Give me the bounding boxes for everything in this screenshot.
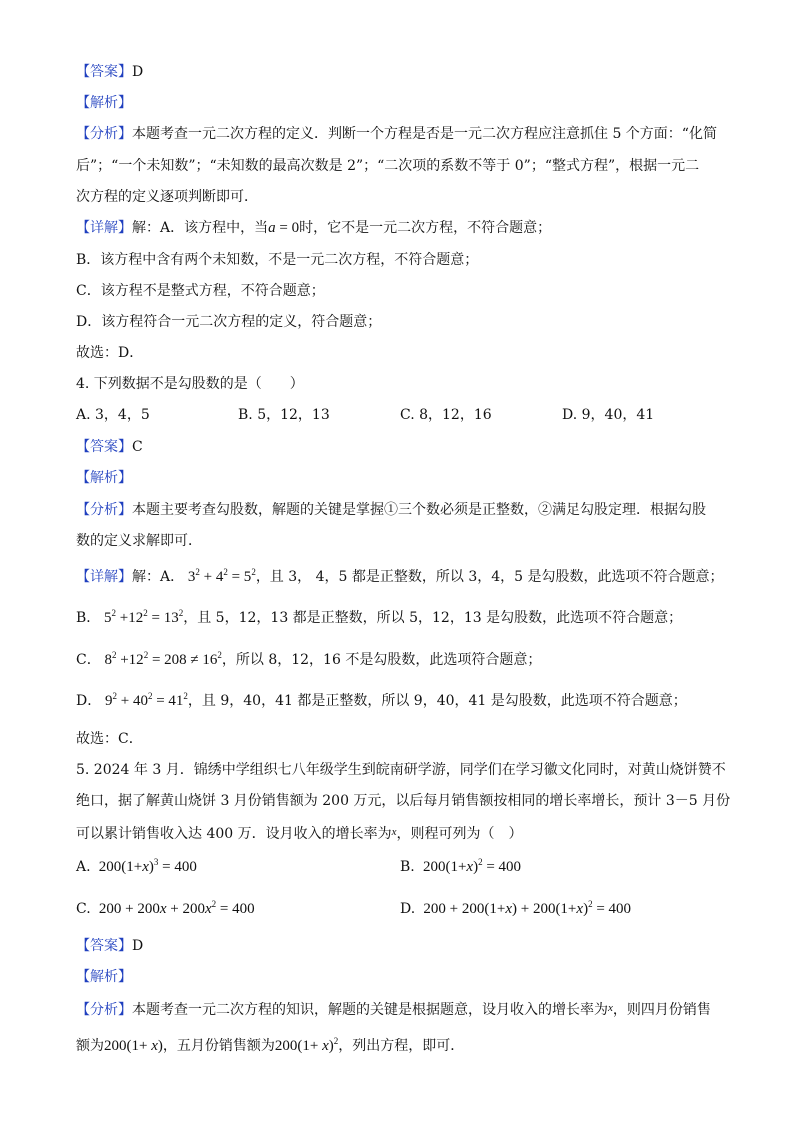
answer-line [76, 62, 143, 82]
xiangjie-line-c: C． $8^2 +12^2 = 208 \ne 16^2$，所以 8，12，16 不是勾股数，此选项符合题意； [76, 650, 542, 668]
xiangjie-line-d: D． $9^2 + 40^2 = 41^2$，且 9，40，41 都是正整数，所以 9，40，41 是勾股数，此选项不符合题意； [76, 691, 687, 709]
answer-line [76, 936, 143, 956]
answer-value: D [132, 938, 144, 954]
question-5-stem-1: 5. 2024 年 3 月．锦绣中学组织七八年级学生到皖南研学游，同学们在学习徽文化同时，对黄山烧饼赞不 [76, 762, 726, 778]
q5-option-b-formula: $200(1+x)^2 = 400$ [419, 857, 522, 875]
fenxi-line-1: 【分析】本题考查一元二次方程的定义．判断一个方程是否是一元二次方程应注意抓住 5 个方面：“化简 [76, 126, 717, 142]
xiangjie-line-a: 【详解】解：A． $3^2 + 4^2 = 5^2$，且 3， 4，5 都是正整数，所以 3，4，5 是勾股数，此选项不符合题意； [76, 567, 724, 585]
math-5-12-13: $5^2 +12^2 = 13^2$ [100, 608, 184, 626]
guxuan-line: 故选：C． [76, 731, 143, 747]
fenxi-line-3: 次方程的定义逐项判断即可． [76, 189, 258, 205]
variable-x: x [391, 826, 397, 838]
xiangjie-tag: 【详解】 [76, 220, 132, 236]
guxuan-line: 故选：D． [76, 345, 144, 361]
q5-option-a-formula: $200(1+x)^3 = 400$ [95, 857, 197, 875]
xiangjie-line-d: D．该方程符合一元二次方程的定义，符合题意； [76, 314, 382, 330]
answer-tag: 【答案】 [76, 938, 132, 954]
q4-option-b: B. 5，12，13 [238, 407, 330, 423]
xiangjie-line-a: 【详解】解：A．该方程中，当a = 0时，它不是一元二次方程，不符合题意； [76, 220, 552, 236]
xiangjie-line-b: B．该方程中含有两个未知数，不是一元二次方程，不符合题意； [76, 252, 479, 268]
fenxi-line-2: 数的定义求解即可． [76, 533, 202, 549]
q4-option-a: A. 3，4，5 [76, 407, 150, 423]
q5-option-b: B. $200(1+x)^2 = 400$ [400, 857, 522, 875]
analysis-tag: 【解析】 [76, 95, 132, 111]
xiangjie-tag: 【详解】 [76, 569, 132, 585]
fenxi-tag: 【分析】 [76, 502, 132, 518]
fenxi-line-2: 额为200(1+ x)，五月份销售额为$200(1+ x)^2$，列出方程，即可． [76, 1036, 465, 1054]
answer-tag: 【答案】 [76, 439, 132, 455]
question-4-stem: 4. 下列数据不是勾股数的是（ ） [76, 376, 304, 392]
math-a-equals-0: a = 0 [268, 220, 300, 236]
question-5-stem-2: 绝口，据了解黄山烧饼 3 月份销售额为 200 万元，以后每月销售额按相同的增长率增长，预计 3－5 月份 [76, 793, 731, 809]
math-200-1-plus-x: 200(1+ x) [104, 1038, 163, 1054]
math-3-4-5: $3^2 + 4^2 = 5^2$ [184, 567, 256, 585]
answer-line [76, 437, 143, 457]
math-9-40-41: $9^2 + 40^2 = 41^2$ [101, 691, 188, 709]
q4-option-d: D. 9，40，41 [562, 407, 655, 423]
answer-value: D [132, 64, 144, 80]
fenxi-tag: 【分析】 [76, 1002, 132, 1018]
q5-option-c: C. $200 + 200x + 200x^2 = 400$ [76, 899, 255, 917]
fenxi-line-1: 【分析】本题考查一元二次方程的知识，解题的关键是根据题意，设月收入的增长率为$^x$，则四月份销售 [76, 1002, 711, 1018]
xiangjie-line-b: B． $5^2 +12^2 = 13^2$，且 5，12，13 都是正整数，所以 5，12，13 是勾股数，此选项不符合题意； [76, 608, 683, 626]
fenxi-tag: 【分析】 [76, 126, 132, 142]
q5-option-a: A. $200(1+x)^3 = 400$ [76, 857, 197, 875]
analysis-tag: 【解析】 [76, 470, 132, 486]
fenxi-line-1: 【分析】本题主要考查勾股数，解题的关键是掌握①三个数必须是正整数，②满足勾股定理．根据勾股 [76, 502, 706, 518]
analysis-tag: 【解析】 [76, 969, 132, 985]
math-8-12-16: $8^2 +12^2 = 208 \ne 16^2$ [100, 650, 222, 668]
variable-x: x [608, 1002, 613, 1014]
answer-value: C [132, 439, 143, 455]
answer-tag: 【答案】 [76, 64, 132, 80]
xiangjie-line-c: C．该方程不是整式方程，不符合题意； [76, 283, 325, 299]
question-5-stem-3: 可以累计销售收入达 400 万．设月收入的增长率为$^x$，则程可列为（ ） [76, 826, 523, 842]
fenxi-line-2: 后”；“一个未知数”；“未知数的最高次数是 2”；“二次项的系数不等于 0”；“整式方程”，根据一元二 [76, 158, 700, 174]
q5-option-d-formula: $200 + 200(1+x) + 200(1+x)^2 = 400$ [419, 899, 632, 917]
q4-option-c: C. 8，12，16 [400, 407, 492, 423]
math-200-1-plus-x-squared: $200(1+ x)^2$ [274, 1036, 339, 1054]
q5-option-c-formula: $200 + 200x + 200x^2 = 400$ [95, 899, 255, 917]
q5-option-d: D. $200 + 200(1+x) + 200(1+x)^2 = 400$ [400, 899, 632, 917]
